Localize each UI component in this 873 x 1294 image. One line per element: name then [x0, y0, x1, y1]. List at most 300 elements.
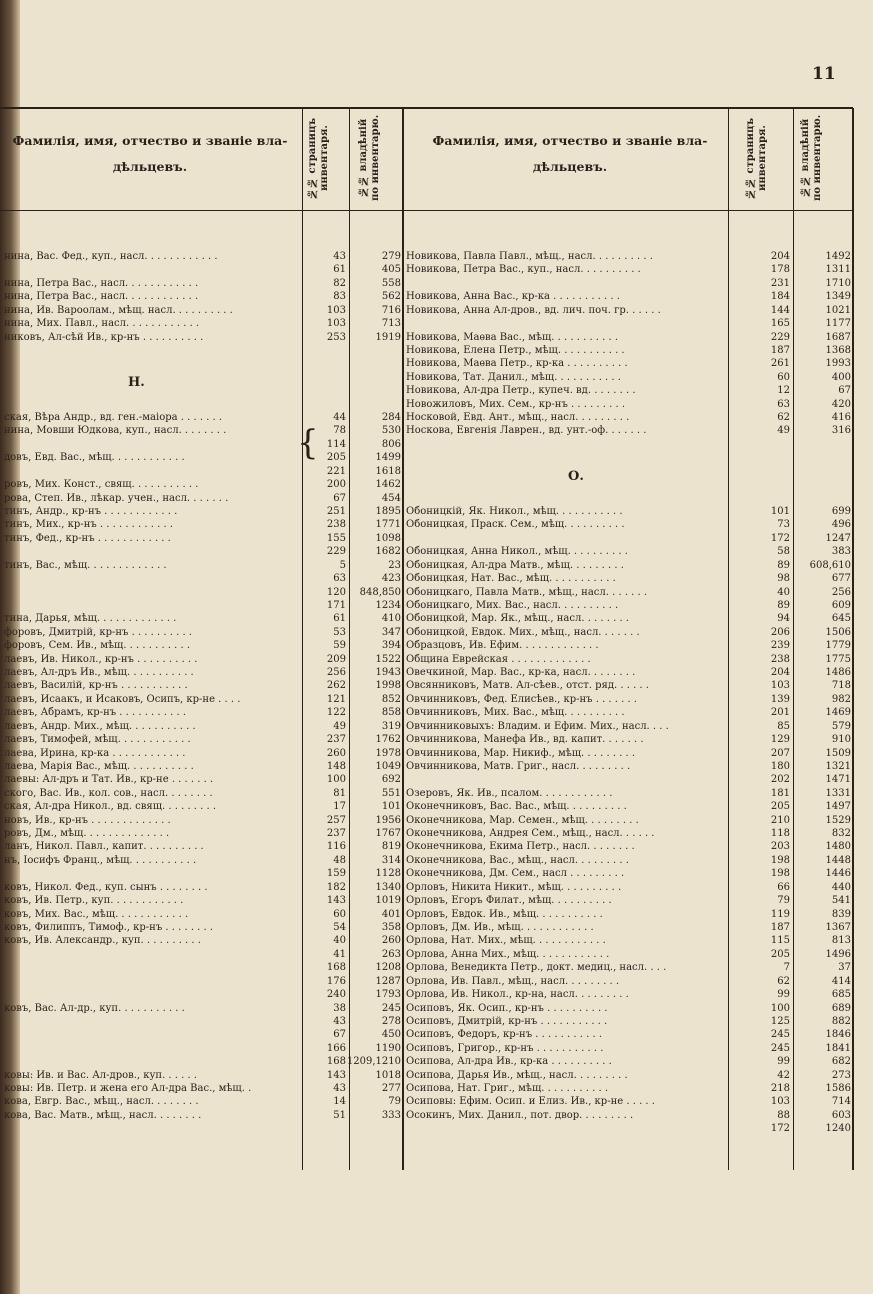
- property-number: 806: [381, 438, 401, 450]
- owner-name: лаевъ, Исаакъ, и Исаковъ, Осипъ, кр-не . . . .: [4, 693, 241, 705]
- property-number: 1522: [375, 653, 401, 665]
- inventory-page: 187: [770, 922, 790, 933]
- table-row: [0, 304, 853, 318]
- inventory-page: 260: [326, 747, 346, 759]
- owner-name: тина, Дарья, мѣщ. . . . . . . . . . . . .: [4, 613, 177, 625]
- table-row: [0, 290, 853, 304]
- owner-name: Осокинъ, Мих. Данил., пот. двор. . . . . . . . .: [406, 1109, 634, 1121]
- inventory-page: 81: [333, 787, 346, 799]
- owner-name: Новикова, Елена Петр., мѣщ. . . . . . . . . . .: [406, 344, 625, 356]
- owner-name: ская, Ал-дра Никол., вд. свящ. . . . . . . . .: [4, 801, 217, 813]
- inventory-page: 85: [777, 720, 790, 732]
- property-number: 1190: [375, 1042, 401, 1054]
- inventory-page: 122: [326, 707, 346, 719]
- inventory-page: 121: [326, 693, 346, 705]
- table-row: [0, 250, 853, 264]
- owner-name: Оконечникова, Дм. Сем., насл . . . . . . . . .: [406, 868, 625, 880]
- owner-name: Овчинниковъ, Мих. Вас., мѣщ. . . . . . . . . .: [406, 707, 625, 719]
- owner-name: лаева, Марія Вас., мѣщ. . . . . . . . . . .: [4, 760, 194, 772]
- table-row: [0, 639, 853, 653]
- property-number: 1496: [825, 948, 851, 960]
- owner-name: кова, Евгр. Вас., мѣщ., насл. . . . . . . .: [4, 1096, 199, 1108]
- property-number: 1331: [825, 787, 851, 799]
- table-row: [0, 867, 853, 881]
- section-letter: Н.: [128, 374, 145, 390]
- property-number: 454: [381, 492, 401, 504]
- inventory-page: 62: [777, 412, 790, 424]
- property-number: 1993: [825, 358, 851, 370]
- table-row: [0, 424, 853, 438]
- owner-name: Носкова, Евгенія Лаврен., вд. унт.-оф. . . . . . .: [406, 425, 647, 437]
- property-number: 692: [381, 774, 401, 786]
- inventory-page: 44: [333, 412, 346, 424]
- section-letter: О.: [568, 468, 584, 484]
- owner-name: нина, Мих. Павл., насл. . . . . . . . . . . .: [4, 318, 200, 330]
- inventory-page: 204: [770, 251, 790, 262]
- property-number: 1846: [825, 1029, 851, 1041]
- property-number: 1775: [825, 653, 851, 665]
- inventory-page: 67: [333, 1029, 346, 1041]
- inventory-page: 165: [770, 318, 790, 330]
- property-number: 858: [381, 707, 401, 719]
- owner-name: ковъ, Никол. Фед., куп. сынъ . . . . . . . .: [4, 881, 208, 893]
- inventory-page: 205: [326, 452, 346, 464]
- table-row: [0, 465, 853, 479]
- property-number: 496: [831, 519, 851, 531]
- inventory-page: 181: [770, 787, 790, 799]
- property-number: 1240: [825, 1123, 851, 1135]
- table-row: [0, 679, 853, 693]
- owner-name: нина, Петра Вас., насл. . . . . . . . . . . .: [4, 277, 199, 289]
- property-number: 579: [831, 720, 851, 732]
- inventory-page: 100: [770, 1002, 790, 1014]
- owner-name: форовъ, Дмитрій, кр-нъ . . . . . . . . . .: [4, 626, 192, 638]
- property-number: 530: [381, 425, 401, 437]
- inventory-page: 221: [326, 465, 346, 477]
- owner-name: ская, Вѣра Андр., вд. ген.-маіора . . . . . . .: [4, 412, 223, 424]
- inventory-page: 42: [777, 1069, 790, 1081]
- inventory-page: 78: [333, 425, 346, 437]
- property-number: 1448: [825, 854, 851, 866]
- inventory-page: 14: [333, 1096, 346, 1108]
- owner-name: ковъ, Мих. Вас., мѣщ. . . . . . . . . . . .: [4, 908, 189, 920]
- property-number: 319: [381, 720, 401, 732]
- inventory-page: 54: [333, 922, 346, 933]
- owner-name: лаевъ, Ив. Никол., кр-нъ . . . . . . . . . .: [4, 653, 198, 665]
- owner-name: Новикова, Ал-дра Петр., купеч. вд. . . . . . . .: [406, 385, 636, 397]
- inventory-page: 251: [326, 505, 346, 517]
- property-number: 1021: [825, 304, 851, 316]
- inventory-page: 172: [770, 532, 790, 544]
- owner-name: Овчинникова, Матв. Григ., насл. . . . . . . . .: [406, 760, 631, 772]
- property-number: 416: [831, 412, 851, 424]
- property-number: 284: [381, 412, 401, 424]
- owner-name: Осипова, Ал-дра Ив., кр-ка . . . . . . . . . .: [406, 1056, 612, 1068]
- inventory-page: 103: [770, 680, 790, 692]
- owner-name: Оконечникова, Мар. Семен., мѣщ. . . . . . . . .: [406, 814, 639, 826]
- inventory-page: 67: [333, 492, 346, 504]
- owner-name: кова, Вас. Матв., мѣщ., насл. . . . . . . .: [4, 1109, 202, 1121]
- inventory-page: 53: [333, 626, 346, 638]
- property-number: 101: [381, 801, 401, 813]
- table-row: [0, 747, 853, 761]
- property-number: 314: [381, 854, 401, 866]
- inventory-page: 206: [770, 626, 790, 638]
- property-number: 1943: [375, 667, 401, 679]
- property-number: 1368: [825, 344, 851, 356]
- inventory-page: 155: [326, 532, 346, 544]
- property-number: 910: [831, 734, 851, 746]
- owner-name: Орловъ, Евдок. Ив., мѣщ. . . . . . . . . . .: [406, 908, 603, 920]
- property-number: 839: [831, 908, 851, 920]
- owner-name: Обоницкій, Як. Никол., мѣщ. . . . . . . . . . .: [406, 505, 623, 517]
- owner-name: Новикова, Анна Вас., кр-ка . . . . . . . . . . .: [406, 291, 620, 303]
- inventory-page: 198: [770, 868, 790, 880]
- owner-name: ковъ, Филиппъ, Тимоф., кр-нъ . . . . . . . .: [4, 922, 214, 933]
- property-number: 79: [388, 1096, 401, 1108]
- table-row: [0, 545, 853, 559]
- table-row: [0, 975, 853, 989]
- table-row: [0, 398, 853, 412]
- inventory-page: 82: [333, 277, 346, 289]
- property-number: 1311: [825, 264, 851, 276]
- table-row: [0, 1095, 853, 1109]
- inventory-page: 256: [326, 667, 346, 679]
- property-number: 1998: [375, 680, 401, 692]
- inventory-page: 237: [326, 828, 346, 840]
- inventory-page: 5: [339, 559, 346, 571]
- owner-name: тинъ, Андр., кр-нъ . . . . . . . . . . . .: [4, 505, 178, 517]
- inventory-page: 63: [777, 398, 790, 410]
- table-row: [0, 263, 853, 277]
- inventory-page: 49: [777, 425, 790, 437]
- owner-name: нъ, Іосифъ Франц., мѣщ. . . . . . . . . . .: [4, 854, 197, 866]
- property-number: 1771: [375, 519, 401, 531]
- property-number: 1841: [825, 1042, 851, 1054]
- table-row: [0, 1028, 853, 1042]
- property-number: 245: [381, 1002, 401, 1014]
- inventory-page: 17: [333, 801, 346, 813]
- owner-name: Осиповъ, Як. Осип., кр-нъ . . . . . . . . . .: [406, 1002, 608, 1014]
- owner-name: Обоницкой, Евдок. Мих., мѣщ., насл. . . . . . .: [406, 626, 640, 638]
- owner-name: Орловъ, Никита Никит., мѣщ. . . . . . . . . .: [406, 881, 622, 893]
- inventory-page: 238: [326, 519, 346, 531]
- table-row: [0, 827, 853, 841]
- table-row: [0, 612, 853, 626]
- inventory-page: 43: [333, 1083, 346, 1095]
- inventory-page: 41: [333, 948, 346, 960]
- property-number: 1497: [825, 801, 851, 813]
- property-number: 1710: [825, 277, 851, 289]
- property-number: 400: [831, 371, 851, 383]
- owner-name: Обоницкой, Мар. Як., мѣщ., насл. . . . . . . .: [406, 613, 630, 625]
- owner-name: Осипова, Нат. Григ., мѣщ. . . . . . . . . . .: [406, 1083, 608, 1095]
- property-number: 685: [831, 989, 851, 1001]
- property-number: 23: [388, 559, 401, 571]
- inventory-page: 200: [326, 479, 346, 491]
- property-number: 819: [381, 841, 401, 853]
- table-row: [0, 720, 853, 734]
- table-row: [0, 1015, 853, 1029]
- owner-name: Новожиловъ, Мих. Сем., кр-нъ . . . . . . . . .: [406, 398, 626, 410]
- inventory-page: 207: [770, 747, 790, 759]
- table-row: [0, 773, 853, 787]
- property-number: 1687: [825, 331, 851, 343]
- property-number: 1682: [375, 546, 401, 558]
- inventory-page: 205: [770, 948, 790, 960]
- inventory-page: 218: [770, 1083, 790, 1095]
- property-number: 1919: [375, 331, 401, 343]
- table-row: [0, 1055, 853, 1069]
- property-number: 37: [838, 962, 851, 974]
- property-number: 982: [831, 693, 851, 705]
- property-number: 423: [381, 573, 401, 585]
- property-number: 1499: [375, 452, 401, 464]
- property-number: 1209,1210: [346, 1056, 401, 1068]
- property-number: 1480: [825, 841, 851, 853]
- inventory-page: 116: [326, 841, 346, 853]
- inventory-page: 12: [777, 385, 790, 397]
- table-row: [0, 1069, 853, 1083]
- property-number: 1247: [825, 532, 851, 544]
- inventory-page: 103: [770, 1096, 790, 1108]
- property-number: 1462: [375, 479, 401, 491]
- inventory-page: 143: [326, 895, 346, 907]
- table-row: [0, 331, 853, 345]
- property-number: 1486: [825, 667, 851, 679]
- table-row: [0, 1042, 853, 1056]
- property-number: 852: [381, 693, 401, 705]
- inventory-page: 229: [770, 331, 790, 343]
- property-number: 608,610: [809, 559, 851, 571]
- inventory-page: 103: [326, 304, 346, 316]
- owner-name: Новикова, Маѳва Петр., кр-ка . . . . . . . . . .: [406, 358, 628, 370]
- inventory-page: 61: [333, 613, 346, 625]
- table-row: [0, 371, 853, 385]
- property-number: 541: [831, 895, 851, 907]
- owner-name: рова, Степ. Ив., лѣкар. учен., насл. . . . . . .: [4, 492, 229, 504]
- header-line: дѣльцевъ.: [532, 159, 608, 174]
- table-row: [0, 384, 853, 398]
- table-row: [0, 733, 853, 747]
- property-number: 813: [831, 935, 851, 947]
- property-number: 716: [381, 304, 401, 316]
- property-number: 1529: [825, 814, 851, 826]
- property-number: 1762: [375, 734, 401, 746]
- inventory-page: 171: [326, 599, 346, 611]
- inventory-page: 7: [783, 962, 790, 974]
- inventory-page: 245: [770, 1029, 790, 1041]
- owner-name: Орловъ, Егоръ Филат., мѣщ. . . . . . . . . .: [406, 895, 612, 907]
- inventory-page: 63: [333, 573, 346, 585]
- property-number: 689: [831, 1002, 851, 1014]
- inventory-page: 62: [777, 975, 790, 987]
- table-row: [0, 451, 853, 465]
- owner-name: ковъ, Вас. Ал-др., куп. . . . . . . . . . .: [4, 1002, 185, 1014]
- owner-name: лаевъ, Тимофей, мѣщ. . . . . . . . . . . .: [4, 734, 191, 746]
- owner-name: ского, Вас. Ив., кол. сов., насл. . . . . . . .: [4, 787, 213, 799]
- inventory-page: 168: [326, 962, 346, 974]
- inventory-page: 49: [333, 720, 346, 732]
- inventory-page: 79: [777, 895, 790, 907]
- owner-name: Обоницкаго, Павла Матв., мѣщ., насл. . . . . . .: [406, 586, 648, 598]
- property-number: 562: [381, 291, 401, 303]
- table-row: [0, 1122, 853, 1136]
- table-row: [0, 411, 853, 425]
- table-row: [0, 854, 853, 868]
- property-number: 1506: [825, 626, 851, 638]
- property-number: 1469: [825, 707, 851, 719]
- owner-name: Новикова, Тат. Данил., мѣщ. . . . . . . . . . .: [406, 371, 621, 383]
- property-number: 277: [381, 1083, 401, 1095]
- owner-name: ковы: Ив. Петр. и жена его Ал-дра Вас., мѣщ. .: [4, 1083, 252, 1095]
- inventory-page: 83: [333, 291, 346, 303]
- property-number: 1895: [375, 505, 401, 517]
- owner-name: Овчинникова, Манефа Ив., вд. капит. . . . . . .: [406, 734, 644, 746]
- table-row: [0, 438, 853, 452]
- property-number: 1321: [825, 760, 851, 772]
- property-number: 551: [381, 787, 401, 799]
- owner-name: ковы: Ив. и Вас. Ал-дров., куп. . . . . .: [4, 1069, 198, 1081]
- property-number: 450: [381, 1029, 401, 1041]
- table-row: [0, 572, 853, 586]
- inventory-page: 125: [770, 1015, 790, 1027]
- inventory-page: 99: [777, 989, 790, 1001]
- owner-name: Осиповъ, Григор., кр-нъ . . . . . . . . . . .: [406, 1042, 604, 1054]
- inventory-page: 182: [326, 881, 346, 893]
- property-number: 682: [831, 1056, 851, 1068]
- right-pages-header: №№ страницъ инвентаря.: [745, 117, 768, 199]
- inventory-page: 209: [326, 653, 346, 665]
- inventory-page: 178: [770, 264, 790, 276]
- table-row: [0, 666, 853, 680]
- inventory-page: 115: [770, 935, 790, 947]
- owner-name: Оконечникова, Андрея Сем., мѣщ., насл. . . . . .: [406, 828, 655, 840]
- owner-name: Орлова, Венедикта Петр., докт. медиц., насл. . . .: [406, 962, 667, 974]
- property-number: 278: [381, 1015, 401, 1027]
- inventory-page: 40: [333, 935, 346, 947]
- table-row: [0, 344, 853, 358]
- inventory-page: 143: [326, 1069, 346, 1081]
- owner-name: Овечкиной, Мар. Вас., кр-ка, насл. . . . . . . .: [406, 667, 636, 679]
- owner-name: Обоницкая, Ал-дра Матв., мѣщ. . . . . . . . .: [406, 559, 624, 571]
- inventory-page: 184: [770, 291, 790, 303]
- inventory-page: 129: [770, 734, 790, 746]
- property-number: 347: [381, 626, 401, 638]
- owner-name: нина, Мовши Юдкова, куп., насл. . . . . . . .: [4, 425, 227, 437]
- owner-name: Орловъ, Дм. Ив., мѣщ. . . . . . . . . . . .: [406, 922, 594, 933]
- table-row: [0, 532, 853, 546]
- inventory-page: 253: [326, 331, 346, 343]
- property-number: 558: [381, 277, 401, 289]
- owner-name: Оконечниковъ, Вас. Вас., мѣщ. . . . . . . . . .: [406, 801, 627, 813]
- property-number: 609: [831, 599, 851, 611]
- inventory-page: 239: [770, 640, 790, 652]
- table-row: [0, 706, 853, 720]
- owner-name: тинъ, Мих., кр-нъ . . . . . . . . . . . .: [4, 519, 174, 531]
- table-row: [0, 814, 853, 828]
- inventory-page: 204: [770, 667, 790, 679]
- inventory-page: 198: [770, 854, 790, 866]
- table-row: [0, 478, 853, 492]
- owner-name: ковъ, Ив. Александр., куп. . . . . . . . . .: [4, 935, 201, 947]
- table-row: [0, 505, 853, 519]
- property-number: 1287: [375, 975, 401, 987]
- property-number: 1618: [375, 465, 401, 477]
- owner-name: нина, Вас. Фед., куп., насл. . . . . . . . . . . .: [4, 251, 218, 262]
- property-number: 410: [381, 613, 401, 625]
- owner-name: нина, Петра Вас., насл. . . . . . . . . . . .: [4, 291, 199, 303]
- table-row: [0, 800, 853, 814]
- owner-name: Оконечникова, Вас., мѣщ., насл. . . . . . . . .: [406, 854, 629, 866]
- table-row: [0, 559, 853, 573]
- inventory-page: 237: [326, 734, 346, 746]
- owner-name: ровъ, Мих. Конст., свящ. . . . . . . . . . .: [4, 479, 199, 491]
- inventory-page: 120: [326, 586, 346, 598]
- property-number: 1128: [375, 868, 401, 880]
- inventory-page: 43: [333, 251, 346, 262]
- owner-name: ковъ, Ив. Петр., куп. . . . . . . . . . . .: [4, 895, 184, 907]
- inventory-page: 38: [333, 1002, 346, 1014]
- property-number: 1367: [825, 922, 851, 933]
- table-row: [0, 961, 853, 975]
- property-number: 1349: [825, 291, 851, 303]
- inventory-page: 202: [770, 774, 790, 786]
- owner-name: Новикова, Анна Ал-дров., вд. лич. поч. гр. . . . . .: [406, 304, 661, 316]
- inventory-page: 245: [770, 1042, 790, 1054]
- property-number: 1767: [375, 828, 401, 840]
- property-number: 832: [831, 828, 851, 840]
- page-number: 11: [812, 64, 836, 84]
- owner-name: лаевъ, Абрамъ, кр-нъ . . . . . . . . . . .: [4, 707, 187, 719]
- owner-name: Новикова, Петра Вас., куп., насл. . . . . . . . . .: [406, 264, 641, 276]
- owner-name: Овчинниковъ, Фед. Елисѣев., кр-нъ . . . . . . .: [406, 693, 638, 705]
- inventory-page: 73: [777, 519, 790, 531]
- table-row: [0, 787, 853, 801]
- inventory-page: 66: [777, 881, 790, 893]
- owner-name: Орлова, Ив. Павл., мѣщ., насл. . . . . . . . .: [406, 975, 620, 987]
- property-number: 1446: [825, 868, 851, 880]
- inventory-page: 43: [333, 1015, 346, 1027]
- owner-name: Осиповъ, Федоръ, кр-нъ . . . . . . . . . . .: [406, 1029, 603, 1041]
- property-number: 699: [831, 505, 851, 517]
- property-number: 882: [831, 1015, 851, 1027]
- property-number: 263: [381, 948, 401, 960]
- property-number: 1019: [375, 895, 401, 907]
- table-row: [0, 921, 853, 935]
- inventory-page: 51: [333, 1109, 346, 1121]
- owner-name: лаевы: Ал-дръ и Тат. Ив., кр-не . . . . . . .: [4, 774, 214, 786]
- property-number: 440: [831, 881, 851, 893]
- property-number: 383: [831, 546, 851, 558]
- property-number: 420: [831, 398, 851, 410]
- inventory-page: 168: [326, 1056, 346, 1068]
- inventory-page: 238: [770, 653, 790, 665]
- property-number: 333: [381, 1109, 401, 1121]
- inventory-page: 166: [326, 1042, 346, 1054]
- table-row: [0, 1109, 853, 1123]
- table-row: [0, 277, 853, 291]
- table-row: [0, 599, 853, 613]
- table-row: [0, 948, 853, 962]
- property-number: 1018: [375, 1069, 401, 1081]
- inventory-page: 159: [326, 868, 346, 880]
- inventory-page: 48: [333, 854, 346, 866]
- table-row: [0, 1082, 853, 1096]
- property-number: 358: [381, 922, 401, 933]
- owner-name: Новикова, Павла Павл., мѣщ., насл. . . . . . . . . .: [406, 251, 653, 262]
- property-number: 394: [381, 640, 401, 652]
